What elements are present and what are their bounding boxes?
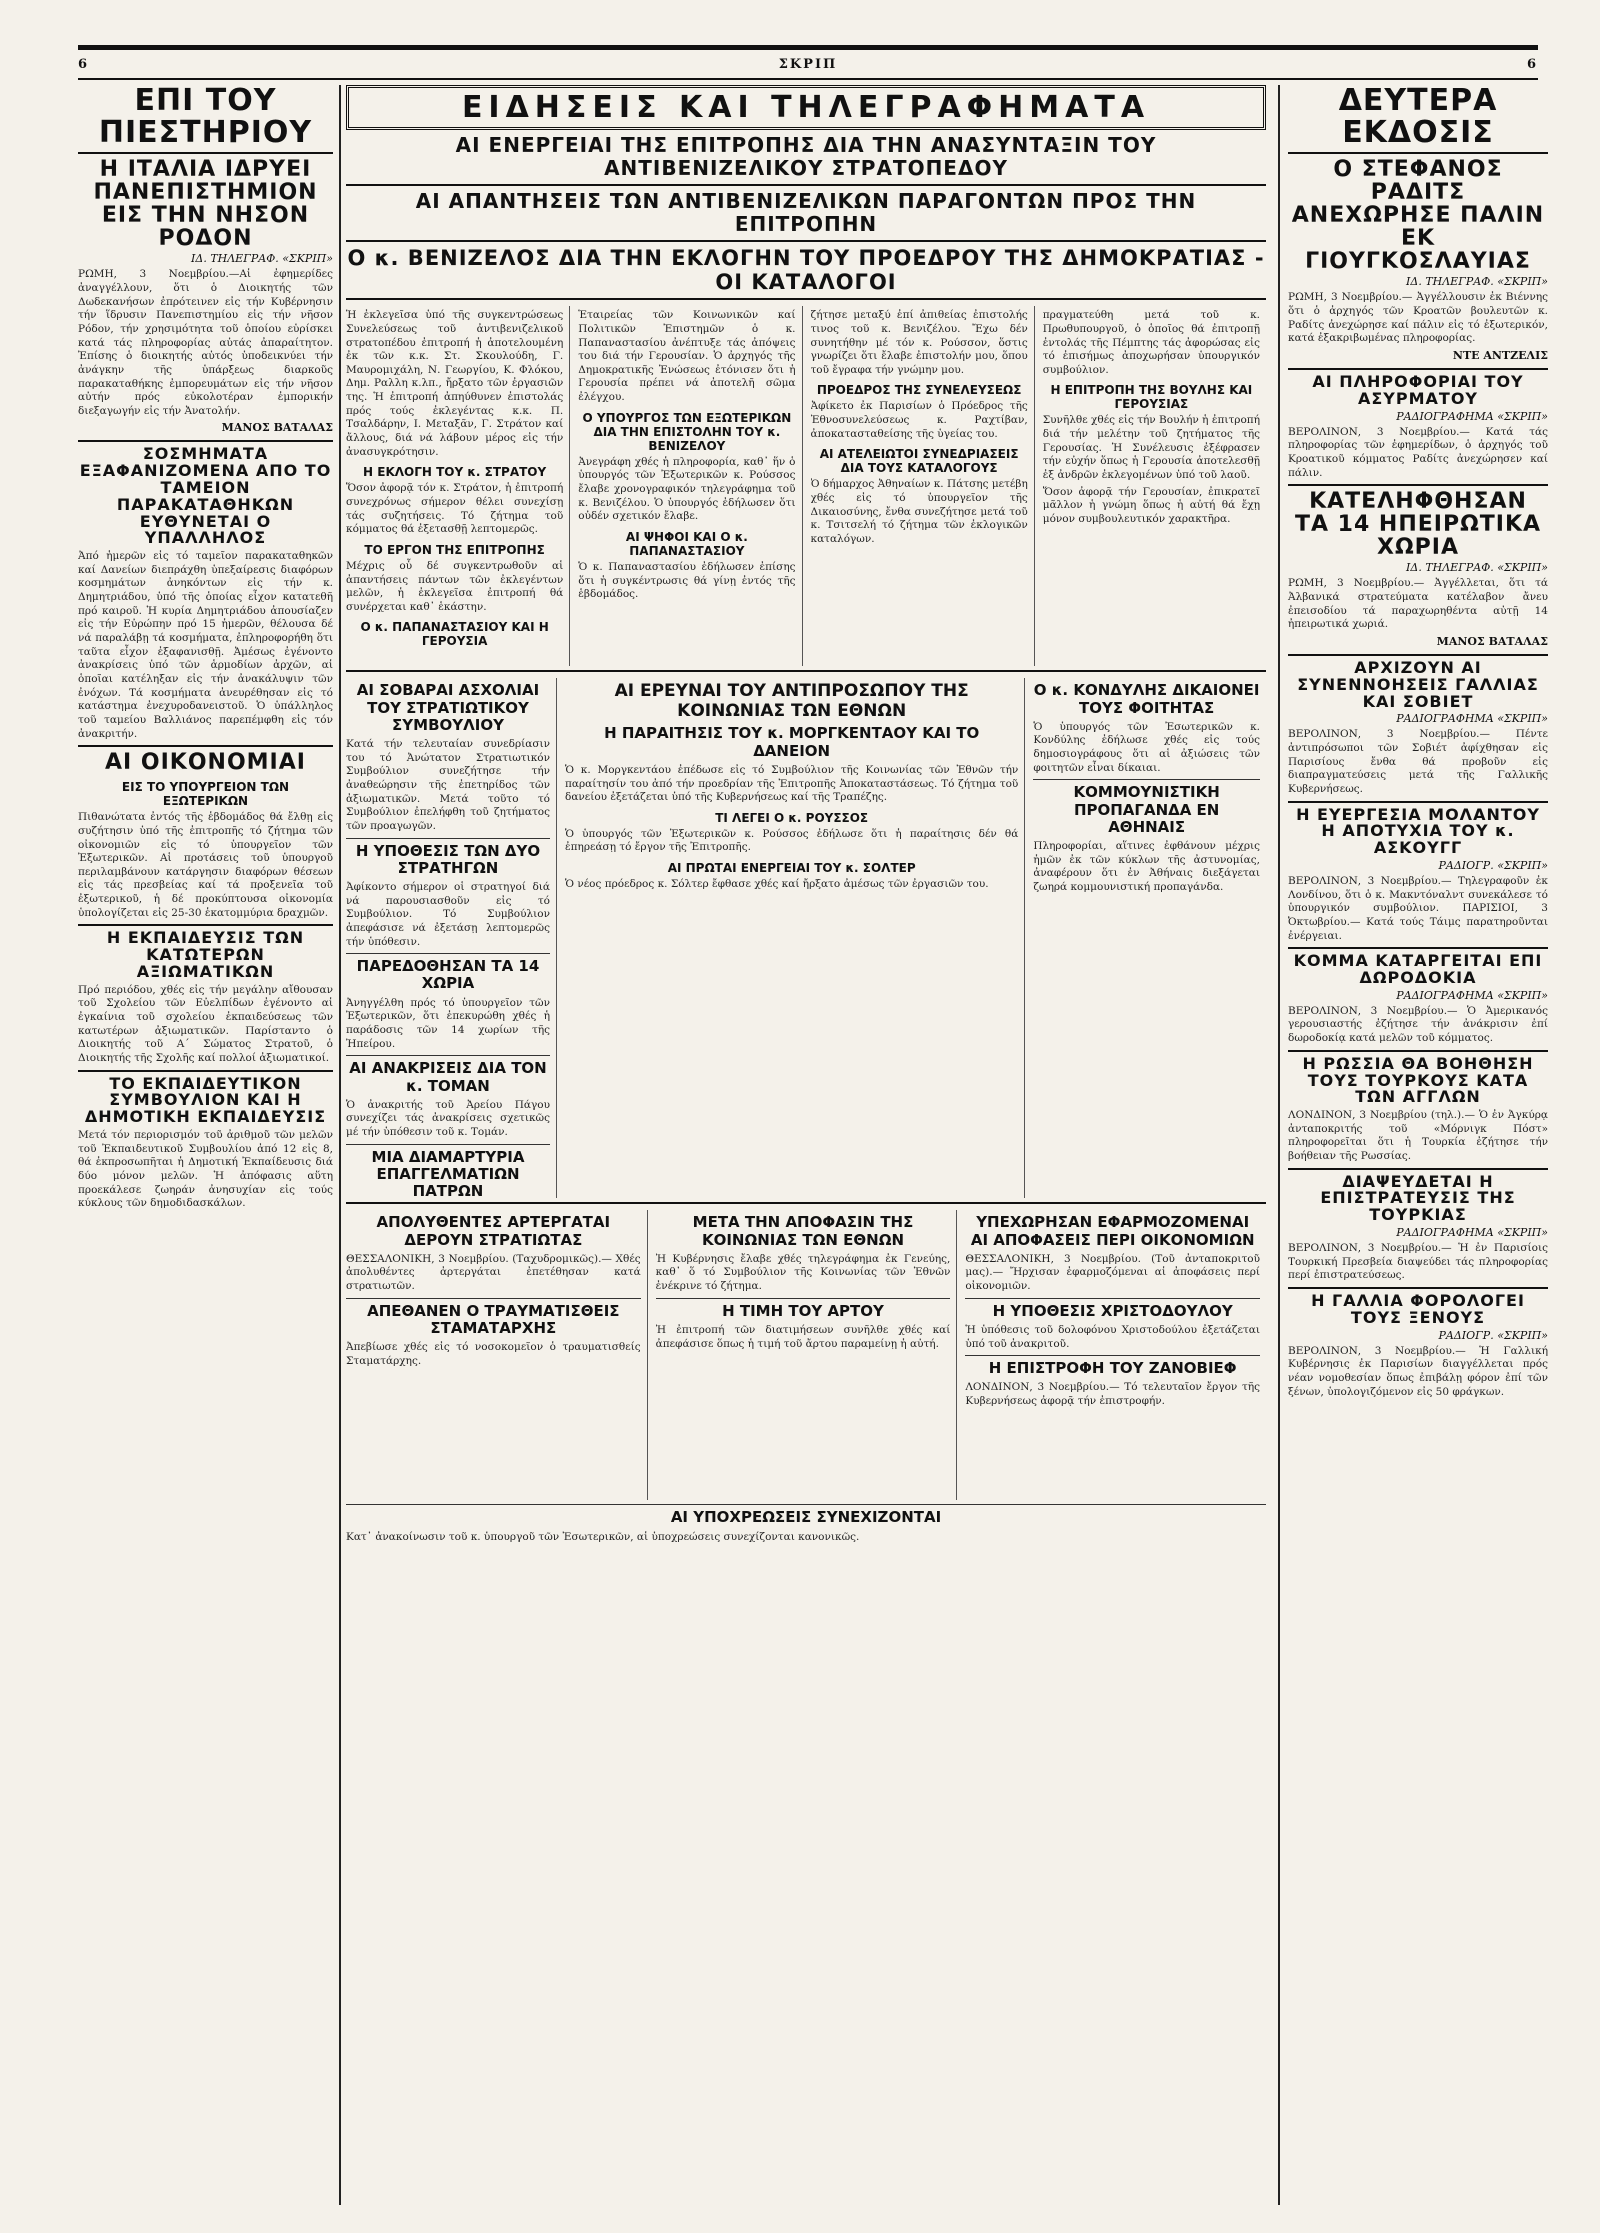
right-headline-bribery: ΚΟΜΜΑ ΚΑΤΑΡΓΕΙΤΑΙ ΕΠΙ ΔΩΡΟΔΟΚΙΑ <box>1293 951 1543 988</box>
page-number-right: 6 <box>1526 56 1538 72</box>
subhead-morgenthau: Η ΠΑΡΑΙΤΗΣΙΣ ΤΟΥ κ. ΜΟΡΓΚΕΝΤΑΟΥ ΚΑΙ ΤΟ ΔΑΝΕΙΟΝ <box>604 724 980 760</box>
main-headline-2: ΑΙ ΑΠΑΝΤΗΣΕΙΣ ΤΩΝ ΑΝΤΙΒΕΝΙΖΕΛΙΚΩΝ ΠΑΡΑΓΟΝΤΩΝ ΠΡΟΣ ΤΗΝ ΕΠΙΤΡΟΠΗΝ <box>415 189 1197 236</box>
right-dateline: ΙΔ. ΤΗΛΕΓΡΑΦ. «ΣΚΡΙΠ» <box>1406 561 1548 575</box>
article-text: Ὅσον ἀφορᾷ τόν κ. Στράτον, ἡ ἐπιτροπή συνεχρόνως σήμερον θέλει συνεχίσῃ τάς συζητήσεις. Τό ζήτημα τοῦ κόμματος θά ἐξετασθῇ λεπτομερῶς. <box>346 482 564 536</box>
article-text: ΛΟΝΔΙΝΟΝ, 3 Νοεμβρίου.— Τό τελευταῖον ἔργον τῆς Κυβερνήσεως ἀφορᾷ τήν ἐπιστροφήν. <box>965 1381 1261 1408</box>
headline-economies-applied: ΥΠΕΧΩΡΗΣΑΝ ΕΦΑΡΜΟΖΟΜΕΝΑΙ ΑΙ ΑΠΟΦΑΣΕΙΣ ΠΕΡΙ ΟΙΚΟΝΟΜΙΩΝ <box>970 1213 1255 1249</box>
article-text: πραγματεύθη μετά τοῦ κ. Πρωθυπουργοῦ, ὁ ὁποῖος θά ἐπιτροπῇ ἐντολάς τῆς Πέμπτης τάς ἀφορώσας εἰς τό ἐπισήμως ἀποχωρήσαν ὑπουργικόν συμβούλιον. <box>1042 309 1260 376</box>
left-story-economies: Πιθανώτατα ἐντός τῆς ἑβδομάδος θά ἔλθῃ εἰς συζήτησιν ὑπό τῆς ἐπιτροπῆς τό ζήτημα τῶν οἰκονομιῶν εἰς τό ὑπουργεῖον τῶν Ἐξωτερικῶν. Αἱ προτάσεις τοῦ ὑπουργοῦ περιλαμβάνουν κατάργησιν διαφόρων θέσεων εἰς τάς πρεσβείας καί τά προξενεῖα τοῦ ἐξωτερικοῦ, ἡ δέ προκύπτουσα οἰκονομία ὑπολογίζεται εἰς 25-30 ἑκατομμύρια δραχμῶν. <box>78 811 333 919</box>
right-headline-russia-turkey: Η ΡΩΣΣΙΑ ΘΑ ΒΟΗΘΗΣΗ ΤΟΥΣ ΤΟΥΡΚΟΥΣ ΚΑΤΑ ΤΩΝ ΑΓΓΛΩΝ <box>1302 1053 1534 1107</box>
article-text: Ἡ Κυβέρνησις ἔλαβε χθές τηλεγράφημα ἐκ Γενεύης, καθ᾽ ὅ τό Συμβούλιον τῆς Κοινωνίας τῶν Ἐθνῶν ἐνέκρινε τό ζήτημα. <box>655 1252 951 1293</box>
article-text: Ὁ κ. Μοργκεντάου ἐπέδωσε εἰς τό Συμβούλιον τῆς Κοινωνίας τῶν Ἐθνῶν τήν παραίτησίν του ἀπό τήν προεδρίαν τῆς Ἐπιτροπῆς Ἀποκαταστάσεως. Τό ζήτημα τοῦ δανείου ἐξετάζεται ὑπό τῆς Κυβερνήσεως καί τῆς Τραπέζης. <box>565 763 1019 804</box>
newspaper-page <box>78 45 1548 2205</box>
right-dateline: ΡΑΔΙΟΓΡΑΦΗΜΑ «ΣΚΡΙΠ» <box>1396 1226 1548 1240</box>
article-text: Ὁ νέος πρόεδρος κ. Σόλτερ ἔφθασε χθές καί ἤρξατο ἀμέσως τῶν ἐργασιῶν του. <box>565 878 989 891</box>
article-text: Ἑταιρείας τῶν Κοινωνικῶν καί Πολιτικῶν Ἐπιστημῶν ὁ κ. Παπαναστασίου ἀνέπτυξε τάς ἀπόψεις του διά τήν Γερουσίαν. Ὁ ἀρχηγός τῆς Δημοκρατικῆς Ἑνώσεως ἐτόνισεν ὅτι ἡ Γερουσία πρέπει νά ἀποτελῆ σῶμα ἐλέγχου. <box>578 309 796 404</box>
military-column <box>346 678 557 1198</box>
right-dateline: ΡΑΔΙΟΓΡ. «ΣΚΡΙΠ» <box>1438 859 1548 873</box>
middle-story-row <box>346 678 1266 1198</box>
main-headline-1: ΑΙ ΕΝΕΡΓΕΙΑΙ ΤΗΣ ΕΠΙΤΡΟΠΗΣ ΔΙΑ ΤΗΝ ΑΝΑΣΥΝΤΑΞΙΝ ΤΟΥ ΑΝΤΙΒΕΝΙΖΕΛΙΚΟΥ ΣΤΡΑΤΟΠΕΔΟΥ <box>455 133 1157 180</box>
right-headline-wireless: ΑΙ ΠΛΗΡΟΦΟΡΙΑΙ ΤΟΥ ΑΣΥΡΜΑΤΟΥ <box>1312 372 1524 408</box>
page-number: 6 <box>78 56 90 72</box>
article-text: Ἀφίκετο ἐκ Παρισίων ὁ Πρόεδρος τῆς Ἐθνοσυνελεύσεως κ. Ραχτίβαν, ἀποκατασταθείσης τῆς ὑγείας του. <box>810 400 1028 440</box>
right-dateline: ΙΔ. ΤΗΛΕΓΡΑΦ. «ΣΚΡΙΠ» <box>1406 275 1548 289</box>
article-subhead: ΠΡΟΕΔΡΟΣ ΤΗΣ ΣΥΝΕΛΕΥΣΕΩΣ <box>816 383 1022 398</box>
headline-military-council: ΑΙ ΣΟΒΑΡΑΙ ΑΣΧΟΛΙΑΙ ΤΟΥ ΣΤΡΑΤΙΩΤΙΚΟΥ ΣΥΜΒΟΥΛΙΟΥ <box>356 681 540 734</box>
main-story-col-3 <box>811 306 1035 666</box>
right-dateline: ΡΑΔΙΟΓΡΑΦΗΜΑ «ΣΚΡΙΠ» <box>1396 409 1548 423</box>
headline-bread-price: Η ΤΙΜΗ ΤΟΥ ΑΡΤΟΥ <box>722 1301 884 1320</box>
article-subhead: ΑΙ ΠΡΩΤΑΙ ΕΝΕΡΓΕΙΑΙ ΤΟΥ κ. ΣΟΛΤΕΡ <box>667 861 916 876</box>
center-column <box>346 85 1266 2205</box>
kondylis-column <box>1033 678 1266 1198</box>
headline-14-villages: ΠΑΡΕΔΟΘΗΣΑΝ ΤΑ 14 ΧΩΡΙΑ <box>356 957 540 993</box>
article-text: Ὁ ὑπουργός τῶν Ἐξωτερικῶν κ. Ρούσσος ἐδήλωσε ὅτι ἡ παραίτησις δέν θά ἐπηρεάσῃ τό ἔργον τῆς Ἐπιτροπῆς. <box>565 827 1019 854</box>
article-text: ΒΕΡΟΛΙΝΟΝ, 3 Νοεμβρίου.— Πέντε ἀντιπρόσωποι τῶν Σοβιέτ ἀφίχθησαν εἰς Παρισίους ἔνθα θά προβοῦν εἰς διαπραγματεύσεις μετά τῆς Γαλλικῆς Κυβερνήσεως. <box>1288 728 1548 795</box>
article-text: ζήτησε μεταξύ ἐπί ἀπιθείας ἐπιστολής τινος τοῦ κ. Βενιζέλου. Ἔχω δέν συνητήθην μέ τόν κ. Ρούσσον, ὅστις γνωρίζει ὅτι ἔλαβε ἐπιστολήν μου, ὅπου τοῦ ἔγραφα τήν γνώμην μου. <box>810 309 1028 376</box>
article-text: ΒΕΡΟΛΙΝΟΝ, 3 Νοεμβρίου.— Κατά τάς πληροφορίας τῶν ἐφημερίδων, ὁ ἀρχηγός τοῦ Κροατικοῦ κόμματος Ραδίτς ἀνεχώρησεν καί πάλιν. <box>1288 425 1548 479</box>
article-text: Ὅσον ἀφορᾷ τήν Γερουσίαν, ἐπικρατεῖ μᾶλλον ἡ γνώμη ὅπως ἡ αὐτή θά ἔχῃ μόνον συμβουλευτικόν χαρακτῆρα. <box>1042 485 1260 525</box>
main-story-col-1 <box>346 306 570 666</box>
article-text: Ἀνεγράφη χθές ἡ πληροφορία, καθ᾽ ἥν ὁ ὑπουργός τῶν Ἐξωτερικῶν κ. Ρούσσος ἔλαβε χρονογραφικόν τηλεγράφημα τοῦ κ. Βενιζέλου. Ὁ ὑπουργός ἐδήλωσεν ὅτι οὐδέν σχετικόν ἔλαβε. <box>578 455 796 523</box>
article-text: Μέχρις οὗ δέ συγκεντρωθοῦν αἱ ἀπαντήσεις πάντων τῶν ἐκλεγέντων μελῶν, ἡ ἐκλεγεῖσα ἐπιτροπή θά συνέρχεται καθ᾽ ἑκάστην. <box>346 559 564 613</box>
right-headline-asquith: Η ΕΥΕΡΓΕΣΙΑ ΜΟΛΑΝΤΟΥ Η ΑΠΟΤΥΧΙΑ ΤΟΥ κ. ΑΣΚΟΥΓΓ <box>1296 804 1540 858</box>
article-text: Ἀπεβίωσε χθές εἰς τό νοσοκομεῖον ὁ τραυματισθείς Σταματάρχης. <box>346 1341 641 1367</box>
left-story-officers: Πρό περιόδου, χθές εἰς τήν μεγάλην αἴθουσαν τοῦ Σχολείου τῶν Εὐελπίδων ἐγένοντο αἱ ἐγκαίνια τοῦ σχολείου ἐκπαιδεύσεως τῶν κατωτέρων ἀξιωματικῶν. Παρίσταντο ὁ Διοικητής τοῦ Α΄ Σώματος Στρατοῦ, ὁ Διοικητής τῆς Σχολῆς καί πολλοί ἀξιωματικοί. <box>78 983 333 1064</box>
right-column <box>1278 85 1548 2205</box>
article-text: Ὁ κ. Παπαναστασίου ἐδήλωσεν ἐπίσης ὅτι ἡ συγκέντρωσις θά γίνῃ ἐντός τῆς ἑβδομάδος. <box>578 560 796 601</box>
article-text: Πληροφορίαι, αἵτινες ἐφθάνουν μέχρις ἡμῶν ἐκ τῶν κύκλων τῆς ἀστυνομίας, ἀναφέρουν ὅτι ἐν Ἀθήναις διεξάγεται ζωηρά κομμουνιστική προπαγάνδα. <box>1033 840 1260 894</box>
right-signature: ΝΤΕ ΑΝΤΖΕΛΙΣ <box>1452 349 1548 363</box>
right-headline-second-edition: ΔΕΥΤΕΡΑ ΕΚΔΟΣΙΣ <box>1338 85 1498 150</box>
headline-bakers: ΑΠΟΛΥΘΕΝΤΕΣ ΑΡΤΕΡΓΑΤΑΙ ΔΕΡΟΥΝ ΣΤΡΑΤΙΩΤΑΣ <box>376 1213 611 1249</box>
article-subhead: Ο κ. ΠΑΠΑΝΑΣΤΑΣΙΟΥ ΚΑΙ Η ΓΕΡΟΥΣΙΑ <box>360 620 549 649</box>
article-subhead: ΤΙ ΛΕΓΕΙ Ο κ. ΡΟΥΣΣΟΣ <box>715 810 869 825</box>
left-headline-officers: Η ΕΚΠΑΙΔΕΥΣΙΣ ΤΩΝ ΚΑΤΩΤΕΡΩΝ ΑΞΙΩΜΑΤΙΚΩΝ <box>106 928 305 981</box>
article-text: Συνῆλθε χθές εἰς τήν Βουλήν ἡ ἐπιτροπή διά τήν μελέτην τοῦ ζητήματος τῆς Γερουσίας. Ἡ Συνέλευσις ἐξέφρασεν τήν εὐχήν ὅπως ἡ Γερουσία ἀποτελεσθῇ ἐξ ἀνδρῶν ἐκλεγομένων ὑπό τοῦ λαοῦ. <box>1042 414 1260 482</box>
paper-name: ΣΚΡΙΠ <box>778 56 838 72</box>
article-text: ΡΩΜΗ, 3 Νοεμβρίου.— Ἀγγέλλουσιν ἐκ Βιέννης ὅτι ὁ ἀρχηγός τῶν Κροατῶν βουλευτῶν κ. Ραδίτς ἀνεχώρησε καί πάλιν εἰς τό ἐξωτερικόν, κατά ἐξακριβωμένας πληροφορίας. <box>1288 291 1548 345</box>
left-headline-education: ΤΟ ΕΚΠΑΙΔΕΥΤΙΚΟΝ ΣΥΜΒΟΥΛΙΟΝ ΚΑΙ Η ΔΗΜΟΤΙΚΗ ΕΚΠΑΙΔΕΥΣΙΣ <box>84 1073 327 1127</box>
article-text: ΡΩΜΗ, 3 Νοεμβρίου.— Ἀγγέλλεται, ὅτι τά Ἀλβανικά στρατεύματα κατέλαβον ἄνευ ἐπεισοδίου τά παραχωρηθέντα αὐτῇ 14 ἠπειρωτικά χωριά. <box>1288 577 1548 631</box>
article-subhead: ΑΙ ΑΤΕΛΕΙΩΤΟΙ ΣΥΝΕΔΡΙΑΣΕΙΣ ΔΙΑ ΤΟΥΣ ΚΑΤΑΛΟΓΟΥΣ <box>819 447 1019 476</box>
left-column <box>78 85 341 2205</box>
headline-league-of-nations: ΑΙ ΕΡΕΥΝΑΙ ΤΟΥ ΑΝΤΙΠΡΟΣΩΠΟΥ ΤΗΣ ΚΟΙΝΩΝΙΑΣ ΤΩΝ ΕΘΝΩΝ <box>614 681 969 721</box>
after-decision-column <box>656 1210 958 1500</box>
article-text: Κατ᾽ ἀνακοίνωσιν τοῦ κ. ὑπουργοῦ τῶν Ἐσωτερικῶν, αἱ ὑποχρεώσεις συνεχίζονται κανονικῶς. <box>346 1530 860 1543</box>
economies-column <box>965 1210 1266 1500</box>
article-text: Ἡ ὑπόθεσις τοῦ δολοφόνου Χριστοδούλου ἐξετάζεται ὑπό τοῦ ἀνακριτοῦ. <box>965 1323 1261 1350</box>
main-story-col-4 <box>1043 306 1266 666</box>
headline-toman-inquiry: ΑΙ ΑΝΑΚΡΙΣΕΙΣ ΔΙΑ ΤΟΝ κ. ΤΟΜΑΝ <box>349 1059 547 1095</box>
article-text: Ἀνηγγέλθη πρός τό ὑπουργεῖον τῶν Ἐξωτερικῶν, ὅτι ἐπεκυρώθη χθές ἡ παράδοσις τῶν 14 χωρίων τῆς Ἠπείρου. <box>346 996 550 1050</box>
headline-patras-protest: ΜΙΑ ΔΙΑΜΑΡΤΥΡΙΑ ΕΠΑΓΓΕΛΜΑΤΙΩΝ ΠΑΤΡΩΝ <box>371 1147 525 1199</box>
article-text: Ἡ ἐπιτροπή τῶν διατιμήσεων συνῆλθε χθές καί ἀπεφάσισε ὅπως ἡ τιμή τοῦ ἄρτου παραμείνῃ ἡ αὐτή. <box>655 1323 951 1350</box>
bakers-column <box>346 1210 648 1500</box>
article-text: Ὁ δήμαρχος Ἀθηναίων κ. Πάτσης μετέβη χθές εἰς τό ὑπουργεῖον τῆς Δικαιοσύνης, ἔνθα συνεζήτησε μετά τοῦ κ. Τσιτσελή τό ζήτημα τῶν ἐκλογικῶν καταλόγων. <box>810 478 1028 545</box>
left-dateline: ΙΔ. ΤΗΛΕΓΡΑΦ. «ΣΚΡΙΠ» <box>191 252 333 266</box>
right-headline-france-soviet: ΑΡΧΙΖΟΥΝ ΑΙ ΣΥΝΕΝΝΟΗΣΕΙΣ ΓΑΛΛΙΑΣ ΚΑΙ ΣΟΒΙΕΤ <box>1297 658 1539 711</box>
right-headline-mobilization: ΔΙΑΨΕΥΔΕΤΑΙ Η ΕΠΙΣΤΡΑΤΕΥΣΙΣ ΤΗΣ ΤΟΥΡΚΙΑΣ <box>1320 1171 1516 1225</box>
left-signature: ΜΑΝΟΣ ΒΑΤΑΛΑΣ <box>221 421 333 435</box>
masthead <box>78 45 1538 80</box>
article-text: ΘΕΣΣΑΛΟΝΙΚΗ, 3 Νοεμβρίου. (Τοῦ ἀνταποκριτοῦ μας).— Ἤρχισαν ἐφαρμοζόμεναι αἱ ἀποφάσεις περί οἰκονομιῶν. <box>965 1252 1261 1293</box>
article-subhead: Ο ΥΠΟΥΡΓΟΣ ΤΩΝ ΕΞΩΤΕΡΙΚΩΝ ΔΙΑ ΤΗΝ ΕΠΙΣΤΟΛΗΝ ΤΟΥ κ. ΒΕΝΙΖΕΛΟΥ <box>582 410 792 453</box>
bottom-story-row <box>346 1210 1266 1500</box>
article-text: ΒΕΡΟΛΙΝΟΝ, 3 Νοεμβρίου.— Ὁ Ἀμερικανός γερουσιαστής ἐζήτησε τήν ἀνάκρισιν ἐπί δωροδοκίᾳ κατά μελῶν τοῦ κόμματος. <box>1288 1004 1548 1045</box>
right-dateline: ΡΑΔΙΟΓΡΑΦΗΜΑ «ΣΚΡΙΠ» <box>1396 712 1548 726</box>
headline-kondylis: Ο κ. ΚΟΝΔΥΛΗΣ ΔΙΚΑΙΟΝΕΙ ΤΟΥΣ ΦΟΙΤΗΤΑΣ <box>1033 681 1260 717</box>
article-text: Ὁ ἀνακριτής τοῦ Ἀρείου Πάγου συνεχίζει τάς ἀνακρίσεις σχετικῶς μέ τήν ὑπόθεσιν τοῦ κ. Τομάν. <box>346 1098 550 1139</box>
article-text: Ἡ ἐκλεγεῖσα ὑπό τῆς συγκεντρώσεως Συνελεύσεως τοῦ ἀντιβενιζελικοῦ στρατοπέδου ἐπιτροπή ἡ ἀποτελουμένη ἐκ τῶν κ.κ. Στ. Σκουλούδη, Γ. Μαυρομιχάλη, Ν. Γεωργίου, Κ. Φλόκου, Δημ. Ραλλη κ.λπ., ἤρξατο τῶν ἐργασιῶν της. Ἡ ἐπιτροπή ἀπηύθυνεν ἐπιστολάς πρός τούς ἐκλεγέντας κ.κ. Π. Τσαλδάρην, Ι. Μεταξᾶν, Γ. Στράτον καί ἄλλους, διά νά λάβουν μέρος εἰς τήν ἀνασυγκρότησιν. <box>346 309 564 458</box>
headline-obligations: ΑΙ ΥΠΟΧΡΕΩΣΕΙΣ ΣΥΝΕΧΙΖΟΝΤΑΙ <box>670 1508 942 1527</box>
league-column <box>565 678 1025 1198</box>
left-story-italy: ΡΩΜΗ, 3 Νοεμβρίου.—Αἱ ἐφημερίδες ἀναγγέλλουν, ὅτι ὁ Διοικητής τῶν Δωδεκανήσων ἐπρότεινεν εἰς τήν Κυβέρνησιν τήν ἵδρυσιν Πανεπιστημίου εἰς τήν νῆσον Ρόδον, τήν χρησιμότητα τοῦ ὁποίου εὑρίσκει κατά τάς πληροφορίας αὐτάς ἀπαραίτητον. Ἐπίσης ὁ διοικητής αὐτός ὑποδεικνύει τήν ἀνάγκην τῆς ὑπάρξεως διαρκοῦς παρακαταθήκης ἐμπορευμάτων εἰς τήν νῆσον αὐτήν πρός εὐκολοτέραν ἐμπορικήν διεξαγωγήν εἰς τήν Ἀνατολήν. <box>78 268 333 417</box>
right-headline-villages: ΚΑΤΕΛΗΦΘΗΣΑΝ ΤΑ 14 ΗΠΕΙΡΩΤΙΚΑ ΧΩΡΙΑ <box>1294 489 1542 561</box>
headline-two-generals: Η ΥΠΟΘΕΣΙΣ ΤΩΝ ΔΥΟ ΣΤΡΑΤΗΓΩΝ <box>355 841 541 877</box>
right-headline-raditch: Ο ΣΤΕΦΑΝΟΣ ΡΑΔΙΤΣ ΑΝΕΧΩΡΗΣΕ ΠΑΛΙΝ ΕΚ ΓΙΟΥΓΚΟΣΛΑΥΙΑΣ <box>1291 157 1545 275</box>
article-text: Ἀφίκοντο σήμερον οἱ στρατηγοί διά νά παρουσιασθοῦν εἰς τό Συμβούλιον. Τό Συμβούλιον ἀπεφάσισε νά ἐξετάσῃ λεπτομερῶς τήν ὑπόθεσιν. <box>346 881 550 948</box>
headline-zinoviev: Η ΕΠΙΣΤΡΟΦΗ ΤΟΥ ΖΑΝΟΒΙΕΦ <box>988 1359 1237 1378</box>
article-text: Κατά τήν τελευταίαν συνεδρίασιν του τό Ἀνώτατον Στρατιωτικόν Συμβούλιον συνεζήτησε τήν ἀναθεώρησιν τῆς ἐπετηρίδος τῶν ἀξιωματικῶν. Μετά τοῦτο τό Συμβούλιον ἐπελήφθη τοῦ ζητήματος τῶν προαγωγῶν. <box>346 738 550 832</box>
article-text: ΒΕΡΟΛΙΝΟΝ, 3 Νοεμβρίου.— Τηλεγραφοῦν ἐκ Λονδίνου, ὅτι ὁ κ. Μακντόναλντ συνεκάλεσε τό ὑπουργικόν συμβούλιον. ΠΑΡΙΣΙΟΙ, 3 Ὀκτωβρίου.— Κατά τούς Τάιμς παρατηροῦνται ἐνέργειαι. <box>1288 875 1548 942</box>
left-headline-economies: ΑΙ ΟΙΚΟΝΟΜΙΑΙ <box>105 750 306 776</box>
article-subhead: Η ΕΠΙΤΡΟΠΗ ΤΗΣ ΒΟΥΛΗΣ ΚΑΙ ΓΕΡΟΥΣΙΑΣ <box>1050 383 1253 412</box>
headline-death: ΑΠΕΘΑΝΕΝ Ο ΤΡΑΥΜΑΤΙΣΘΕΙΣ ΣΤΑΜΑΤΑΡΧΗΣ <box>367 1301 620 1337</box>
article-text: ΒΕΡΟΛΙΝΟΝ, 3 Νοεμβρίου.— Ἡ ἐν Παρισίοις Τουρκική Πρεσβεία διαψεύδει τάς πληροφορίας περί ἐπιστρατεύσεως. <box>1288 1242 1548 1282</box>
headline-after-decision: ΜΕΤΑ ΤΗΝ ΑΠΟΦΑΣΙΝ ΤΗΣ ΚΟΙΝΩΝΙΑΣ ΤΩΝ ΕΘΝΩΝ <box>692 1213 914 1249</box>
article-subhead: Η ΕΚΛΟΓΗ ΤΟΥ κ. ΣΤΡΑΤΟΥ <box>363 465 547 480</box>
article-text: ΘΕΣΣΑΛΟΝΙΚΗ, 3 Νοεμβρίου. (Ταχυδρομικῶς).— Χθές ἀπολυθέντες ἀρτεργάται ἐπετέθησαν κατά στρατιωτῶν. <box>346 1252 641 1293</box>
main-headline-3: Ο κ. ΒΕΝΙΖΕΛΟΣ ΔΙΑ ΤΗΝ ΕΚΛΟΓΗΝ ΤΟΥ ΠΡΟΕΔΡΟΥ ΤΗΣ ΔΗΜΟΚΡΑΤΙΑΣ - ΟΙ ΚΑΤΑΛΟΓΟΙ <box>347 246 1265 295</box>
article-subhead: ΤΟ ΕΡΓΟΝ ΤΗΣ ΕΠΙΤΡΟΠΗΣ <box>364 542 545 557</box>
right-dateline: ΡΑΔΙΟΓΡΑΦΗΜΑ «ΣΚΡΙΠ» <box>1396 988 1548 1002</box>
right-headline-france-tax: Η ΓΑΛΛΙΑ ΦΟΡΟΛΟΓΕΙ ΤΟΥΣ ΞΕΝΟΥΣ <box>1311 1291 1525 1327</box>
right-signature: ΜΑΝΟΣ ΒΑΤΑΛΑΣ <box>1436 635 1548 649</box>
left-headline-italy: Η ΙΤΑΛΙΑ ΙΔΡΥΕΙ ΠΑΝΕΠΙΣΤΗΜΙΟΝ ΕΙΣ ΤΗΝ ΝΗΣΟΝ ΡΟΔΟΝ <box>93 157 318 252</box>
section-banner: ΕΙΔΗΣΕΙΣ ΚΑΙ ΤΗΛΕΓΡΑΦΗΜΑΤΑ <box>346 85 1266 130</box>
left-story-jewels: Ἀπό ἡμερῶν εἰς τό ταμεῖον παρακαταθηκῶν καί Δανείων διεπράχθη ὑπεξαίρεσις διαφόρων κοσμημάτων ἀνηκόντων εἰς τήν κ. Δημητριάδου, ὑπό τῆς ὁποίας εἶχον κατατεθῆ πρό καιροῦ. Ἡ κυρία Δημητριάδου ἀπουσίαζεν εἰς τήν Εὐρώπην πρό 15 ἡμερῶν, θέλουσα δέ νά παραλάβῃ τά κοσμήματα, ἐπληροφορήθη ὅτι ταῦτα εἶχον ἐξαφανισθῇ. Ἀμέσως ἐγένοντο ἀνακρίσεις ὑπό τῶν ἁρμοδίων ἀρχῶν, αἱ ὁποῖαι κατέληξαν εἰς τήν ἀνακάλυψιν τῶν ἐνόχων. Τά κοσμήματα ἀνευρέθησαν εἰς τό κατάστημα ἐνεχυροδανειστοῦ. Ὁ ὑπάλληλος τοῦ ταμείου Βαλλιάνος παρεπέμφθη εἰς τόν ἀνακριτήν. <box>78 550 333 740</box>
article-text: Ὁ ὑπουργός τῶν Ἐσωτερικῶν κ. Κονδύλης ἐδήλωσε χθές εἰς τούς δημοσιογράφους ὅτι αἱ ἀξιώσεις τῶν φοιτητῶν εἶναι δίκαιαι. <box>1033 720 1260 774</box>
left-subhead-jewels: ΕΥΘΥΝΕΤΑΙ Ο ΥΠΑΛΛΗΛΟΣ <box>139 511 272 548</box>
headline-communist-propaganda: ΚΟΜΜΟΥΝΙΣΤΙΚΗ ΠΡΟΠΑΓΑΝΔΑ ΕΝ ΑΘΗΝΑΙΣ <box>1073 783 1220 836</box>
left-subhead-economies: ΕΙΣ ΤΟ ΥΠΟΥΡΓΕΙΟΝ ΤΩΝ ΕΞΩΤΕΡΙΚΩΝ <box>121 780 290 809</box>
article-subhead: ΑΙ ΨΗΦΟΙ ΚΑΙ Ο κ. ΠΑΠΑΝΑΣΤΑΣΙΟΥ <box>625 529 748 558</box>
main-story-columns <box>346 306 1266 666</box>
left-headline-press: ΕΠΙ ΤΟΥ ΠΙΕΣΤΗΡΙΟΥ <box>98 85 313 150</box>
headline-christodoulou: Η ΥΠΟΘΕΣΙΣ ΧΡΙΣΤΟΔΟΥΛΟΥ <box>992 1301 1233 1320</box>
left-story-education: Μετά τόν περιορισμόν τοῦ ἀριθμοῦ τῶν μελῶν τοῦ Ἐκπαιδευτικοῦ Συμβουλίου ἀπό 12 εἰς 8, θά ἐκπροσωπῆται ἡ Δημοτική Ἐκπαίδευσις διά δύο μόνον μελῶν. Ἡ ἀπόφασις αὕτη προεκάλεσε ζωηράν ἀνησυχίαν εἰς τούς κύκλους τῶν δημοδιδασκάλων. <box>78 1129 333 1210</box>
main-story-col-2 <box>578 306 802 666</box>
right-dateline: ΡΑΔΙΟΓΡ. «ΣΚΡΙΠ» <box>1438 1328 1548 1342</box>
article-text: ΒΕΡΟΛΙΝΟΝ, 3 Νοεμβρίου.— Ἡ Γαλλική Κυβέρνησις ἐκ Παρισίων διαγγέλλεται πρός νέαν νομοθεσίαν ὅπως ἐπιβάλῃ φόρον ἐπί τῶν ξένων, ὑπολογιζόμενον εἰς 50 φράγκων. <box>1288 1344 1548 1398</box>
left-headline-jewels: ΣΟΣΜΗΜΑΤΑ ΕΞΑΦΑΝΙΖΟΜΕΝΑ ΑΠΟ ΤΟ ΤΑΜΕΙΟΝ ΠΑΡΑΚΑΤΑΘΗΚΩΝ <box>79 444 332 514</box>
article-text: ΛΟΝΔΙΝΟΝ, 3 Νοεμβρίου (τηλ.).— Ὁ ἐν Ἀγκύρᾳ ἀνταποκριτής τοῦ «Μόρνιγκ Πόστ» πληροφορεῖται ὅτι ἡ Τουρκία ἐζήτησε τήν βοήθειαν τῆς Ρωσσίας. <box>1288 1109 1548 1163</box>
